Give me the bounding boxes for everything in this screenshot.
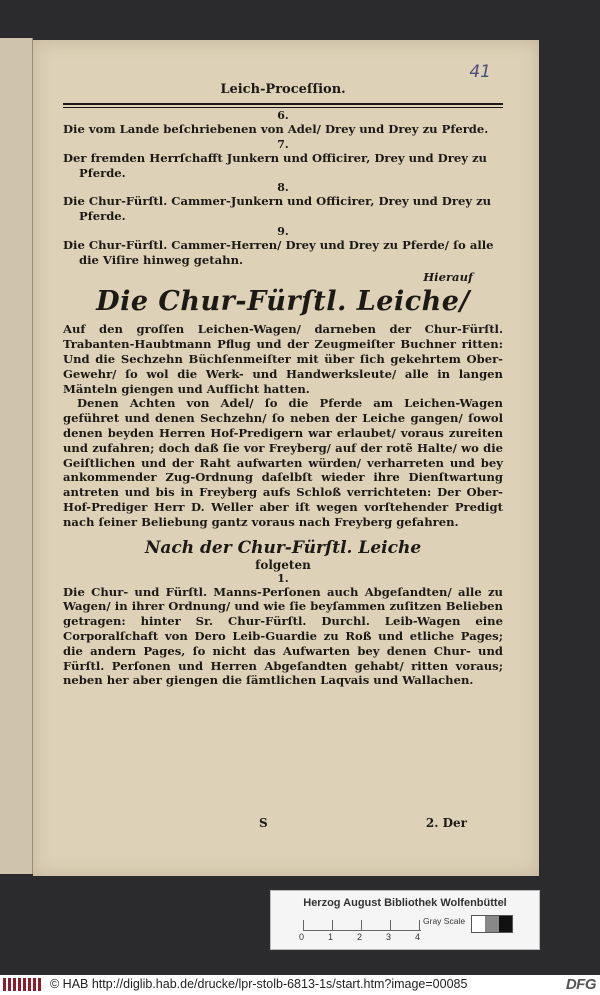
gray-scale-swatch xyxy=(471,915,513,933)
left-page-edge xyxy=(0,38,33,874)
dfg-logo: DFG xyxy=(565,976,596,993)
page-body xyxy=(63,110,503,688)
hab-logo-icon xyxy=(3,978,43,991)
library-name: Herzog August Bibliothek Wolfenbüttel xyxy=(303,897,507,909)
entry-number: 9. xyxy=(277,224,289,238)
library-color-card xyxy=(270,890,540,950)
gray-scale-label: Gray Scale xyxy=(423,916,466,926)
scale-number: 2 xyxy=(357,932,363,942)
copyright-url[interactable]: © HAB http://diglib.hab.de/drucke/lpr-stolb-6813-1s/start.htm?image=00085 xyxy=(50,977,468,991)
entry-number: 1. xyxy=(277,571,289,585)
paragraph-3: Die Chur- und Fürſtl. Manns-Perſonen auch Abgeſandten/ alle zu Wagen/ in ihrer Ordnung/ und wie ſie beyſammen zuſitzen Belieben getragen: hinter Sr. Chur-Fürſtl. Durchl. Leib-Wagen eine Corporalſchaft von Dero Leib-Guardie zu Roß und etliche Pages; die andern Pages, ſo nicht das Aufwarten bey denen Chur- und Fürſtl. Perſonen und Herren Abgeſandten gehabt/ ritten voraus; neben her aber giengen die ſämtlichen Laqvais und Wallachen. xyxy=(63,584,503,688)
paragraph-1: Auf den groſſen Leichen-Wagen/ darneben der Chur-Fürſtl. Trabanten-Haubtmann Pflug und der Zeugmeiſter Buchner ritten: Und die Sechzehn Büchſenmeiſter mit über ſich gekehrtem Ober-Gewehr/ ſo wol die Werk- und Handwerksleute/ alle in langen Mänteln giengen und Aufſicht hatten. xyxy=(63,322,503,396)
entry-number: 7. xyxy=(277,137,289,151)
sub-heading: Nach der Chur-Fürſtl. Leiche xyxy=(144,537,422,558)
hierauf-line: Hierauf xyxy=(423,269,473,284)
scale-ruler xyxy=(303,916,421,931)
entry-text: Die Chur-Fürſtl. Cammer-Junkern und Officirer, Drey und Drey zu Pferde. xyxy=(63,194,492,224)
scale-number: 0 xyxy=(299,932,305,942)
signature-mark: S xyxy=(259,816,268,830)
running-header: Leich-Proceſſion. xyxy=(220,82,346,97)
scale-number: 4 xyxy=(415,932,421,942)
main-heading: Die Chur-Fürſtl. Leiche/ xyxy=(96,286,470,318)
entry-text: Die Chur-Fürſtl. Cammer-Herren/ Drey und Drey zu Pferde/ ſo alle die Viſire hinweg getahn. xyxy=(63,237,494,267)
entry-number: 6. xyxy=(277,109,289,122)
entry-text: Der fremden Herrſchafft Junkern und Officirer, Drey und Drey zu Pferde. xyxy=(63,150,487,180)
scale-number: 3 xyxy=(386,932,392,942)
footer-bar xyxy=(0,975,600,995)
header-rule xyxy=(63,103,503,108)
entry-text: Die vom Lande beſchriebenen von Adel/ Drey und Drey zu Pferde. xyxy=(63,122,489,136)
folgeten-line: folgeten xyxy=(255,557,311,572)
entry-number: 8. xyxy=(277,181,289,195)
catchword: 2. Der xyxy=(425,816,467,830)
scale-number: 1 xyxy=(328,932,334,942)
paragraph-2: Denen Achten von Adel/ ſo die Pferde am Leichen-Wagen geführet und denen Sechzehn/ ſo neben der Leiche gangen/ ſowol denen beyden Herren Hof-Predigern war erlaubet/ voraus zureiten und zufahren; doch daß ſie vor Freyberg/ auf der rotẽ Halte/ wo die Geiſtlichen und der Raht aufwarten würden/ verharreten und bey ankommender Zug-Ordnung daſelbſt wieder ihre Dienſtwartung antreten und bis in Freyberg aufs Schloß verrichteten: Der Ober-Hof-Prediger Herr D. Weller aber iſt wegen vorſtehender Predigt nach ſeiner Beliebung gantz voraus nach Freyberg gefahren. xyxy=(63,396,503,529)
book-page xyxy=(33,40,539,876)
folio-number: 41 xyxy=(469,62,491,82)
